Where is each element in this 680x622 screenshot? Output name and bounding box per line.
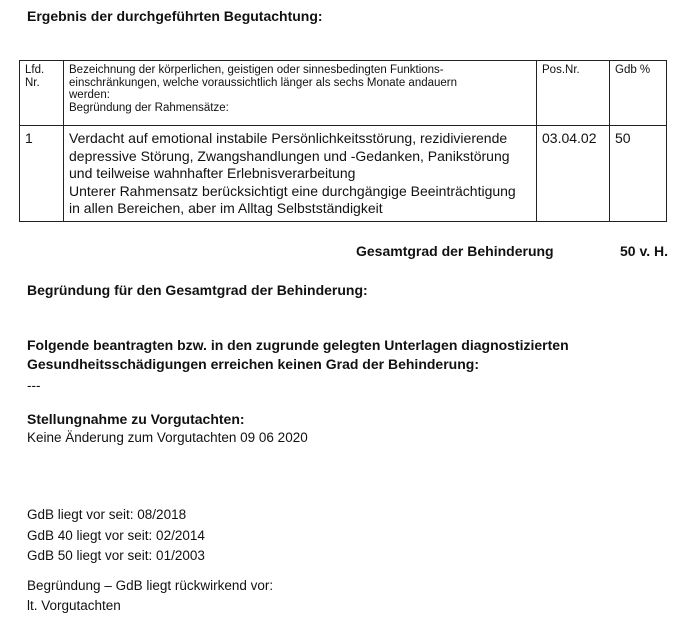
total-degree-label: Gesamtgrad der Behinderung	[356, 243, 554, 259]
header-nr-line: Nr.	[25, 76, 40, 89]
section-title-prior-opinion: Stellungnahme zu Vorgutachten:	[27, 411, 245, 427]
table-row	[20, 126, 667, 222]
section-title-result: Ergebnis der durchgeführten Begutachtung:	[27, 8, 323, 24]
gdb-since-item: GdB liegt vor seit: 08/2018	[27, 507, 187, 522]
row-desc-line: depressive Störung, Zwangshandlungen und -Gedanken, Panikstörung	[69, 147, 510, 164]
prior-opinion-text: Keine Änderung zum Vorgutachten 09 06 2020	[27, 430, 308, 445]
row-desc-line: in allen Bereichen, aber im Alltag Selbstständigkeit	[69, 200, 383, 217]
header-desc-line: werden:	[69, 89, 110, 102]
row-description	[64, 126, 537, 222]
row-desc-line: Unterer Rahmensatz berücksichtigt eine durchgängige Beeinträchtigung	[69, 182, 516, 199]
row-nr: 1	[20, 126, 64, 222]
header-desc-line: einschränkungen, welche voraussichtlich länger als sechs Monate andauern	[69, 76, 458, 89]
table-header-row	[20, 61, 667, 126]
header-lfd-nr	[20, 61, 64, 126]
gdb-since-item: GdB 40 liegt vor seit: 02/2014	[27, 527, 205, 543]
header-lfd-line: Lfd.	[25, 64, 45, 76]
header-description	[64, 61, 537, 126]
gdb-since-item: GdB 50 liegt vor seit: 01/2003	[27, 548, 205, 563]
row-desc-line: und teilweise wahnhafter Erlebnisverarbeitung	[69, 165, 356, 182]
section-title-other-conditions	[27, 336, 569, 374]
retroactive-title: Begründung – GdB liegt rückwirkend vor:	[27, 578, 274, 593]
gdb-since-list	[27, 505, 205, 567]
other-conditions-line: Folgende beantragten bzw. in den zugrunde gelegten Unterlagen diagnostizierten	[27, 337, 569, 353]
findings-table	[19, 60, 667, 222]
section-title-reasoning: Begründung für den Gesamtgrad der Behinderung:	[27, 282, 368, 298]
total-degree-value: 50 v. H.	[620, 243, 668, 259]
row-desc-line: Verdacht auf emotional instabile Persönlichkeitsstörung, rezidivierende	[69, 130, 508, 146]
header-desc-line: Bezeichnung der körperlichen, geistigen oder sinnesbedingten Funktions-	[69, 64, 444, 76]
other-conditions-value: ---	[27, 378, 41, 393]
row-gdb: 50	[610, 126, 667, 222]
header-desc-line: Begründung der Rahmensätze:	[69, 101, 229, 114]
header-gdb: Gdb %	[610, 61, 667, 126]
other-conditions-line: Gesundheitsschädigungen erreichen keinen Grad der Behinderung:	[27, 356, 479, 372]
row-pos-nr: 03.04.02	[537, 126, 610, 222]
retroactive-text: lt. Vorgutachten	[27, 598, 121, 613]
header-pos-nr: Pos.Nr.	[537, 61, 610, 126]
